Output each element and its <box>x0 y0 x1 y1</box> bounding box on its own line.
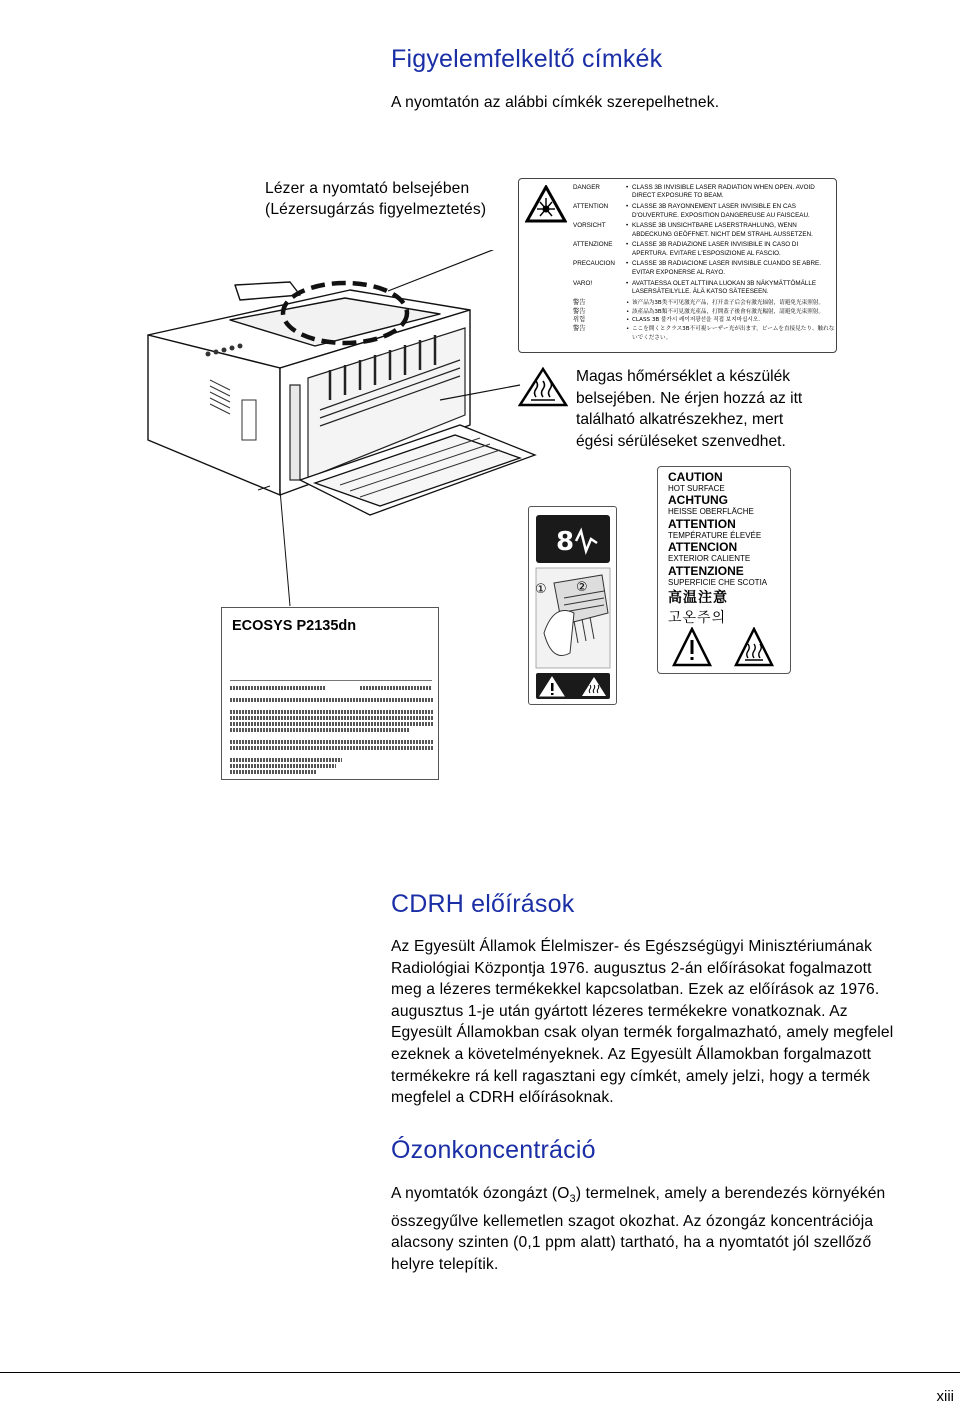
laser-row-text: • 该产品为3B类不可见激光产品，打开盖子后会有激光辐射，请避免光束照射。 <box>626 299 835 307</box>
hot-surface-icon <box>518 367 568 407</box>
laser-row-text: • ここを開くとクラス3B不可視レーザー光が出ます。ビームを直接見たり、触れないでください。 <box>626 325 835 342</box>
laser-caption <box>265 178 486 220</box>
laser-row-lang: ATTENZIONE <box>573 241 613 249</box>
ozone-line: összegyűlve kellemetlen szagot okozhat. Az ózongáz koncentrációja <box>391 1212 874 1230</box>
laser-row-lang: ATTENTION <box>573 203 609 211</box>
section-title-warning-labels: Figyelemfelkeltő címkék <box>391 45 663 73</box>
label-fine-print <box>230 770 316 774</box>
caution-sub: SUPERFICIE CHE SCOTIA <box>668 577 768 587</box>
label-fine-print <box>230 740 434 744</box>
laser-row <box>573 184 835 201</box>
caution-hot-surface-label <box>657 466 791 674</box>
hot-caption-line: égési sérüléseket szenvedhet. <box>576 432 786 450</box>
hot-surface-caption <box>576 366 876 452</box>
caution-sub: EXTERIOR CALIENTE <box>668 554 751 564</box>
laser-row-lang: VORSICHT <box>573 222 606 230</box>
label-fine-print <box>230 710 434 714</box>
caution-sub: HOT SURFACE <box>668 484 725 493</box>
laser-row-text: • AVATTAESSA OLET ALTTIINA LUOKAN 3B NÄKYMÄTTÖMÄLLE LASERSÄTEILYLLE. ÄLÄ KATSO SÄTEESEEN. <box>626 280 835 297</box>
cdrh-line: augusztus 1-je után gyártott lézeres termékekre vonatkoznak. Az <box>391 1002 848 1020</box>
model-rating-label <box>221 607 439 780</box>
laser-row-lang: PRECAUCION <box>573 260 615 268</box>
caution-cjk-korean: 고온주의 <box>668 610 727 627</box>
page-number: xiii <box>936 1388 954 1405</box>
laser-caption-line2: (Lézersugárzás figyelmeztetés) <box>265 201 487 218</box>
cdrh-line: ezeknek a követelményeknek. Az Egyesült Államokban forgalmazott <box>391 1045 872 1063</box>
illustrated-label-art <box>534 513 612 699</box>
caution-icons <box>672 627 776 667</box>
laser-row-lang: 위험 <box>573 316 586 324</box>
hand-burn-icon: 8 <box>556 527 575 557</box>
ozone-line-text: A nyomtatók ózongázt (O <box>391 1185 570 1202</box>
cdrh-line: termékekre rá kell ragasztani egy címkét, amely jelzi, hogy a termék <box>391 1067 871 1085</box>
laser-row-text: • CLASS 3B 불가시 레이저광선을 직접 보지마십시오. <box>626 316 835 324</box>
laser-caption-line1: Lézer a nyomtató belsejében <box>265 180 470 197</box>
hot-caption-line: belsejében. Ne érjen hozzá az itt <box>576 389 803 407</box>
ozone-line: alacsony szinten (0,1 ppm alatt) tartható, ha a nyomtatót jól szellőző <box>391 1234 872 1252</box>
step-2-marker: ② <box>576 580 588 595</box>
label-fine-print <box>230 758 342 762</box>
hot-caption-line: Magas hőmérséklet a készülék <box>576 368 791 385</box>
label-fine-print <box>230 746 434 750</box>
warning-labels-intro: A nyomtatón az alábbi címkék szerepelhetnek. <box>391 94 720 111</box>
laser-row-lang: VARO! <box>573 279 593 287</box>
cdrh-line: megfelel a CDRH előírásoknak. <box>391 1089 614 1107</box>
laser-row-text: • CLASS 3B INVISIBLE LASER RADIATION WHEN OPEN. AVOID DIRECT EXPOSURE TO BEAM. <box>626 184 835 201</box>
caution-head: ATTENTION <box>668 516 736 531</box>
laser-row-lang: DANGER <box>573 184 600 191</box>
laser-row-text: • KLASSE 3B UNSICHTBARE LASERSTRAHLUNG, WENN ABDECKUNG GEÖFFNET. NICHT DEM STRAHL AUSSETZEN. <box>626 222 835 239</box>
laser-hazard-icon <box>525 185 567 223</box>
caution-sub: HEISSE OBERFLÄCHE <box>668 507 754 517</box>
warning-icon <box>674 629 710 665</box>
caution-head: ACHTUNG <box>668 493 728 508</box>
section-title-cdrh: CDRH előírások <box>391 890 575 918</box>
model-name: ECOSYS P2135dn <box>232 618 357 634</box>
label-fine-print <box>360 686 432 690</box>
label-fine-print <box>230 728 410 732</box>
cdrh-line: Az Egyesült Államok Élelmiszer- és Egészségügyi Minisztériumának <box>391 938 873 955</box>
ozone-line <box>391 1183 956 1211</box>
laser-row <box>573 203 835 220</box>
cdrh-line: meg a lézeres termékekkel kapcsolatban. Ezek az előírások az 1976. <box>391 981 880 999</box>
caution-head: ATTENZIONE <box>668 563 744 578</box>
laser-row-text: • CLASSE 3B RAYONNEMENT LASER INVISIBLE EN CAS D'OUVERTURE. EXPOSITION DANGEREUSE AU FAISCEAU. <box>626 203 835 220</box>
model-label-leader <box>270 480 370 610</box>
label-fine-print <box>230 716 434 720</box>
laser-row-lang: 警告 <box>573 325 586 333</box>
hot-caption-line: található alkatrészekhez, mert <box>576 411 784 429</box>
laser-row-lang: 警告 <box>573 298 586 306</box>
caution-sub: TEMPÉRATURE ÉLEVÉE <box>668 530 762 540</box>
caution-cjk-chinese: 高温注意 <box>668 590 728 607</box>
label-fine-print <box>230 722 434 726</box>
hot-surface-icon <box>736 629 772 665</box>
ozone-paragraph <box>391 1183 956 1275</box>
ozone-line: helyre telepítik. <box>391 1255 499 1273</box>
laser-row-text: • CLASSE 3B RADIACIONE LASER INVISIBLE CUANDO SE ABRE. EVITAR EXPONERSE AL RAYO. <box>626 260 835 277</box>
cdrh-line: Egyesült Államokban csak olyan termék forgalmazható, amely megfelel <box>391 1024 894 1042</box>
cdrh-line: Radiológiai Központja 1976. augusztus 2-án előírásokat fogalmazott <box>391 959 872 977</box>
ozone-line-text: ) termelnek, amely a berendezés környékén <box>575 1185 886 1202</box>
laser-row-text: • 該產品為3B類不可見激光產品，打開蓋子後會有激光輻射，請避免光束照射。 <box>626 308 835 316</box>
illustrated-warning-label <box>528 506 617 705</box>
laser-row <box>573 222 835 239</box>
label-fine-print <box>230 686 326 690</box>
caution-head: CAUTION <box>668 470 723 484</box>
laser-row-text: • CLASSE 3B RADIAZIONE LASER INVISIBILE IN CASO DI APERTURA. EVITARE L'ESPOSIZIONE AL FASCIO. <box>626 241 835 258</box>
laser-row-lang: 警告 <box>573 307 586 315</box>
step-1-marker: ① <box>535 582 547 597</box>
label-fine-print <box>230 764 336 768</box>
label-fine-print <box>230 698 434 702</box>
label-divider <box>230 680 432 681</box>
cdrh-paragraph <box>391 936 956 1109</box>
section-title-ozone: Ózonkoncentráció <box>391 1136 596 1164</box>
footer-rule <box>0 1372 960 1373</box>
caution-head: ATTENCION <box>668 540 738 555</box>
ozone-subscript: 3 <box>569 1193 576 1206</box>
